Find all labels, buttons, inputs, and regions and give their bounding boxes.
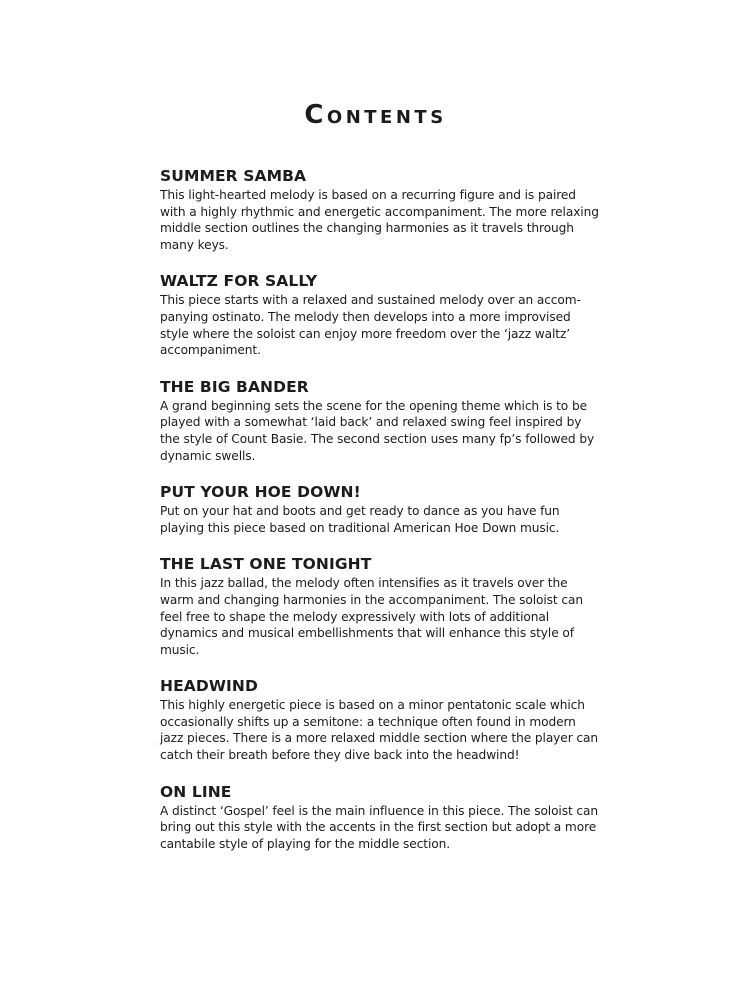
contents-entry-the-last-one-tonight bbox=[160, 555, 600, 658]
contents-entry-headwind bbox=[160, 677, 600, 763]
entry-title: WALTZ FOR SALLY bbox=[160, 272, 318, 291]
entry-description: In this jazz ballad, the melody often intensifies as it travels over the warm and changing harmonies in the accompaniment. The soloist can feel free to shape the melody expressively with lots of additional dynamics and musical embellishments that will enhance this style of music. bbox=[160, 576, 583, 657]
entry-title: PUT YOUR HOE DOWN! bbox=[160, 483, 361, 502]
entry-description: This piece starts with a relaxed and sustained melody over an accom-panying ostinato. The melody then develops into a more improvised style where the soloist can enjoy more freedom over the ‘jazz waltz’ accompaniment. bbox=[160, 293, 581, 358]
contents-entry-on-line bbox=[160, 783, 600, 853]
entry-description: Put on your hat and boots and get ready to dance as you have fun playing this piece based on traditional American Hoe Down music. bbox=[160, 504, 560, 535]
contents-list bbox=[160, 167, 600, 871]
entry-description: This light-hearted melody is based on a recurring figure and is paired with a highly rhythmic and energetic accompaniment. The more relaxing middle section outlines the changing harmonies as it travels through many keys. bbox=[160, 188, 599, 252]
contents-entry-waltz-for-sally bbox=[160, 272, 600, 358]
entry-title: SUMMER SAMBA bbox=[160, 167, 307, 185]
page-title: Contents bbox=[304, 100, 447, 130]
contents-entry-summer-samba bbox=[160, 167, 600, 253]
entry-title: HEADWIND bbox=[160, 677, 258, 696]
entry-description: A grand beginning sets the scene for the opening theme which is to be played with a somewhat ‘laid back’ and relaxed swing feel inspired by the style of Count Basie. The second section uses many fp’s followed by dynamic swells. bbox=[160, 398, 595, 463]
entry-title: ON LINE bbox=[160, 782, 232, 801]
entry-description: A distinct ‘Gospel’ feel is the main influence in this piece. The soloist can bring out this style with the accents in the first section but adopt a more cantabile style of playing for the middle section. bbox=[160, 803, 599, 851]
entry-description: This highly energetic piece is based on a minor pentatonic scale which occasionally shifts up a semitone: a technique often found in modern jazz pieces. There is a more relaxed middle section where the player can catch their breath before they dive back into the headwind! bbox=[160, 698, 598, 763]
contents-entry-put-your-hoe-down bbox=[160, 483, 600, 536]
entry-title: THE BIG BANDER bbox=[160, 377, 309, 396]
contents-entry-the-big-bander bbox=[160, 378, 600, 464]
entry-title: THE LAST ONE TONIGHT bbox=[160, 555, 372, 574]
